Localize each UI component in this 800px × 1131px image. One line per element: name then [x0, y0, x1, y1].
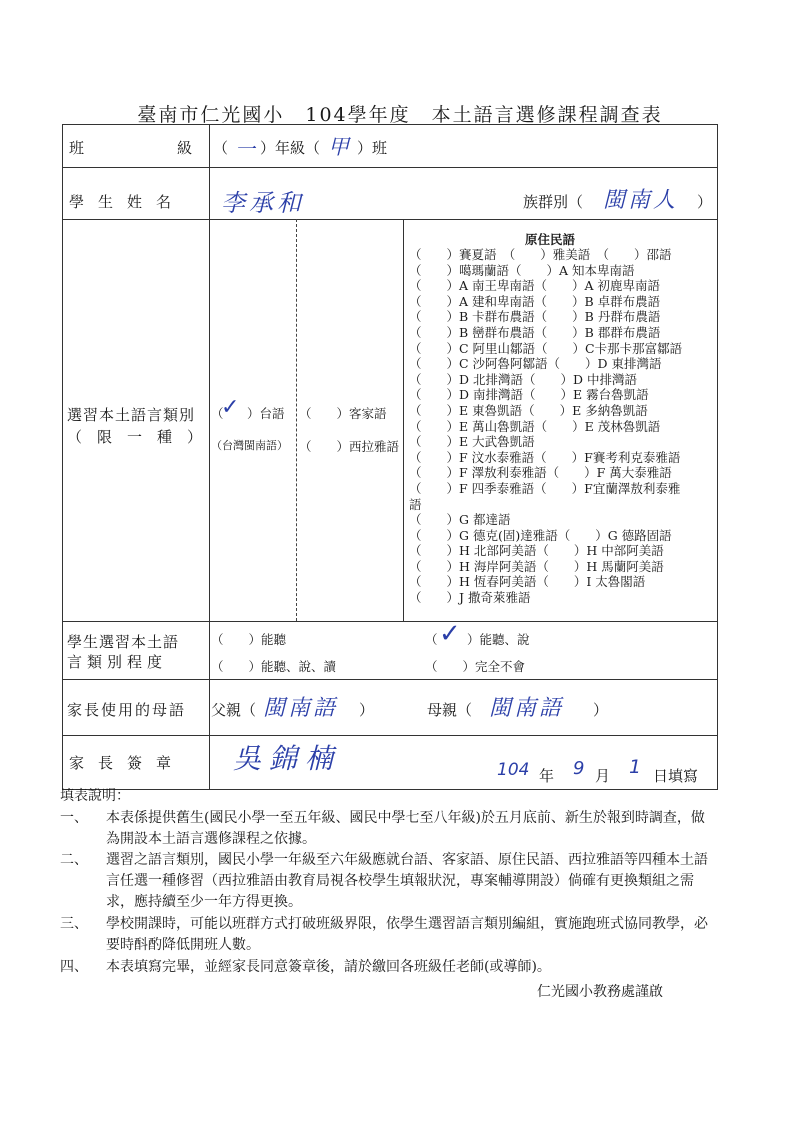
indigenous-language-option[interactable]: （ ）C 阿里山鄒語（ ）C卡那卡那富鄒語	[409, 340, 683, 356]
indigenous-language-option[interactable]: 語	[409, 496, 422, 512]
grade-value[interactable]: 一	[235, 137, 255, 161]
ethnic-label: 族群別（	[523, 193, 584, 211]
signature-label: 家長簽章	[69, 754, 186, 772]
indigenous-language-option[interactable]: （ ）F 四季泰雅語（ ）F宜蘭澤敖利泰雅	[409, 480, 681, 496]
instruction-number: 二、	[60, 852, 88, 868]
language-label: 選習本土語言類別	[67, 406, 196, 424]
proficiency-listen-speak-read[interactable]: （ ）能聽、說、讀	[211, 659, 337, 674]
language-column-divider	[403, 219, 404, 621]
day-value[interactable]: 1	[629, 756, 642, 778]
mother-tongue-label: 家長使用的母語	[67, 701, 187, 719]
indigenous-language-option[interactable]: （ ）D 南排灣語（ ）E 霧台魯凱語	[409, 387, 649, 403]
parent-signature[interactable]: 吳錦楠	[233, 742, 342, 775]
month-label: 月	[595, 767, 611, 785]
issuer: 仁光國小教務處謹啟	[537, 984, 663, 1000]
taiwanese-open: （	[211, 406, 224, 421]
proficiency-label-2: 言類別程度	[67, 653, 168, 671]
day-label: 日填寫	[653, 767, 699, 785]
instruction-number: 三、	[60, 916, 88, 932]
indigenous-language-option[interactable]: （ ）C 沙阿魯阿鄒語（ ）D 東排灣語	[409, 356, 662, 372]
indigenous-title: 原住民語	[525, 232, 576, 247]
indigenous-language-option[interactable]: （ ）B 巒群布農語（ ）B 郡群布農語	[409, 324, 661, 340]
indigenous-language-option[interactable]: （ ）E 萬山魯凱語（ ）E 茂林魯凱語	[409, 418, 661, 434]
student-name-value[interactable]: 李承和	[221, 189, 305, 217]
row-divider	[63, 679, 717, 680]
class-suffix: ）班	[357, 139, 388, 157]
class-value[interactable]: 甲	[328, 135, 349, 159]
row-divider	[63, 621, 717, 622]
indigenous-language-option[interactable]: （ ）D 北排灣語（ ）D 中排灣語	[409, 371, 637, 387]
indigenous-language-option[interactable]: （ ）H 北部阿美語（ ）H 中部阿美語	[409, 543, 664, 559]
row-divider	[63, 219, 717, 220]
class-label: 班 級	[69, 139, 196, 157]
instruction-number: 四、	[60, 959, 88, 975]
row-divider	[63, 735, 717, 736]
indigenous-language-option[interactable]: （ ）A 南王卑南語（ ）A 初鹿卑南語	[409, 278, 661, 294]
mother-label: 母親（	[427, 701, 473, 719]
form-title: 臺南市仁光國小 104學年度 本土語言選修課程調查表	[137, 104, 663, 126]
year-label: 年	[539, 767, 555, 785]
mother-language-value[interactable]: 閩南語	[489, 696, 565, 721]
ethnic-value[interactable]: 閩南人	[603, 188, 679, 213]
indigenous-language-option[interactable]: （ ）J 撒奇萊雅語	[409, 590, 531, 606]
proficiency-listen-speak[interactable]: ）能聽、說	[467, 632, 530, 647]
indigenous-language-option[interactable]: （ ）E 大武魯凱語	[409, 434, 535, 450]
indigenous-language-option[interactable]: （ ）A 建和卑南語（ ）B 卓群布農語	[409, 293, 661, 309]
instruction-item	[60, 808, 725, 850]
student-name-label: 學生姓名	[69, 193, 186, 211]
indigenous-language-option[interactable]: （ ）噶瑪蘭語（ ）A 知本卑南語	[409, 262, 635, 278]
indigenous-language-option[interactable]: （ ）G 都達語	[409, 512, 511, 528]
month-value[interactable]: 9	[573, 758, 585, 779]
father-label: 父親（	[211, 701, 257, 719]
proficiency-none[interactable]: （ ）完全不會	[425, 659, 526, 674]
proficiency-checkmark[interactable]: ✓	[439, 619, 461, 649]
proficiency-listen[interactable]: （ ）能聽	[211, 632, 287, 647]
instruction-text: 選習之語言類別，國民小學一年級至六年級應就台語、客家語、原住民語、西拉雅語等四種本土語言任選一種修習（西拉雅語由教育局視各校學生填報狀況，專案輔導開設）倘確有更換類組之需求，應持續至少一年方得更換。	[106, 852, 708, 910]
proficiency-listen-speak-open: （	[425, 632, 438, 647]
indigenous-language-option[interactable]: （ ）G 德克(固)達雅語（ ）G 德路固語	[409, 527, 672, 543]
language-label-limit: （ 限 一 種 ）	[67, 428, 203, 446]
instruction-text: 本表填寫完畢，並經家長同意簽章後，請於繳回各班級任老師(或導師)。	[106, 959, 551, 975]
instruction-item	[60, 850, 725, 914]
language-column-divider	[296, 219, 297, 621]
label-column-divider	[209, 125, 210, 789]
row-divider	[63, 167, 717, 168]
indigenous-language-option[interactable]: （ ）賽夏語 （ ）雅美語 （ ）邵語	[409, 247, 672, 262]
taiwanese-option[interactable]: ）台語	[247, 406, 285, 421]
indigenous-language-option[interactable]: （ ）H 恆春阿美語（ ）I 太魯閣語	[409, 574, 646, 590]
taiwanese-note: （台灣閩南語）	[211, 439, 288, 452]
indigenous-language-option[interactable]: （ ）E 東魯凱語（ ）E 多納魯凱語	[409, 402, 648, 418]
indigenous-language-option[interactable]: （ ）B 卡群布農語（ ）B 丹群布農語	[409, 309, 661, 325]
instruction-item	[60, 914, 725, 956]
instructions-title: 填表說明：	[60, 788, 130, 804]
grade-label: ）年級（	[260, 139, 321, 157]
siraya-option[interactable]: （ ）西拉雅語	[299, 439, 400, 454]
taiwanese-checkmark[interactable]: ✓	[221, 395, 240, 420]
survey-form	[62, 124, 718, 790]
father-language-value[interactable]: 閩南語	[263, 696, 339, 721]
instruction-item	[60, 957, 725, 979]
indigenous-language-option[interactable]: （ ）H 海岸阿美語（ ）H 馬蘭阿美語	[409, 558, 664, 574]
indigenous-language-list	[409, 247, 719, 606]
indigenous-language-option[interactable]: （ ）F 澤敖利泰雅語（ ）F 萬大泰雅語	[409, 465, 672, 481]
instruction-text: 本表係提供舊生(國民小學一至五年級、國民中學七至八年級)於五月底前、新生於報到時調查，做為開設本土語言選修課程之依據。	[106, 810, 705, 847]
instruction-number: 一、	[60, 810, 88, 826]
proficiency-label: 學生選習本土語	[67, 633, 180, 651]
instruction-text: 學校開課時，可能以班群方式打破班級界限，依學生選習語言類別編組，實施跑班式協同教學，必要時酙酌降低開班人數。	[106, 916, 708, 953]
ethnic-close: ）	[697, 193, 713, 211]
indigenous-language-option[interactable]: （ ）F 汶水泰雅語（ ）F賽考利克泰雅語	[409, 449, 681, 465]
year-value[interactable]: 104	[497, 760, 530, 780]
mother-close: ）	[593, 701, 609, 719]
hakka-option[interactable]: （ ）客家語	[299, 406, 387, 421]
grade-open: （	[213, 139, 229, 157]
father-close: ）	[359, 701, 375, 719]
